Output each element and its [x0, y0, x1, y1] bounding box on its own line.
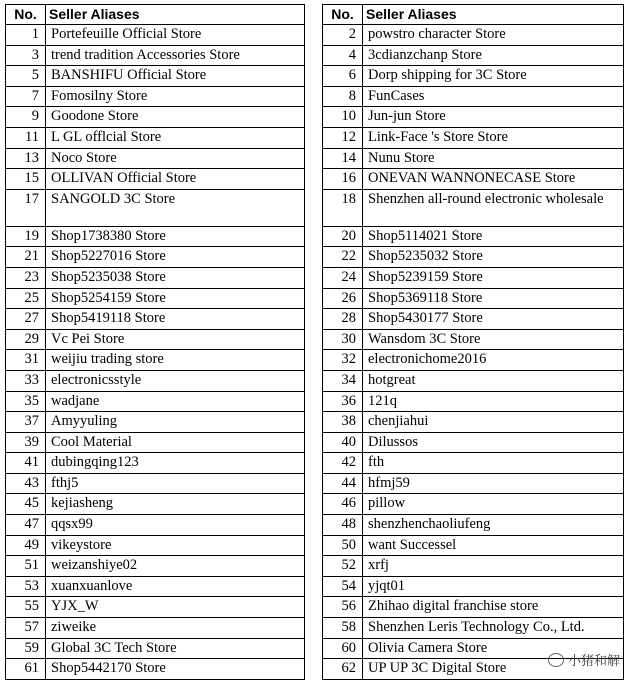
- table-row: [6, 535, 305, 556]
- table-row: [6, 189, 305, 226]
- seller-alias: hotgreat: [363, 370, 624, 391]
- table-row: [323, 350, 624, 371]
- table-row: [323, 189, 624, 226]
- seller-alias: xuanxuanlove: [46, 576, 305, 597]
- row-number: 14: [323, 148, 363, 169]
- seller-alias: Shop1738380 Store: [46, 226, 305, 247]
- seller-alias: Portefeuille Official Store: [46, 25, 305, 46]
- seller-alias: Global 3C Tech Store: [46, 638, 305, 659]
- row-number: 44: [323, 473, 363, 494]
- row-number: 16: [323, 169, 363, 190]
- row-number: 33: [6, 370, 46, 391]
- seller-alias: Jun-jun Store: [363, 107, 624, 128]
- seller-alias: Shop5369118 Store: [363, 288, 624, 309]
- seller-alias: electronichome2016: [363, 350, 624, 371]
- table-row: [323, 267, 624, 288]
- row-number: 56: [323, 597, 363, 618]
- row-number: 6: [323, 66, 363, 87]
- table-row: [6, 309, 305, 330]
- table-row: [6, 288, 305, 309]
- row-number: 51: [6, 556, 46, 577]
- seller-alias: UP UP 3C Digital Store: [363, 659, 624, 680]
- row-number: 23: [6, 267, 46, 288]
- row-number: 54: [323, 576, 363, 597]
- row-number: 9: [6, 107, 46, 128]
- row-number: 24: [323, 267, 363, 288]
- row-number: 38: [323, 412, 363, 433]
- row-number: 2: [323, 25, 363, 46]
- table-row: [6, 329, 305, 350]
- seller-table-right: [322, 4, 624, 680]
- header-row: [323, 5, 624, 25]
- table-row: [323, 494, 624, 515]
- row-number: 19: [6, 226, 46, 247]
- row-number: 46: [323, 494, 363, 515]
- row-number: 62: [323, 659, 363, 680]
- seller-alias: Shop5419118 Store: [46, 309, 305, 330]
- row-number: 26: [323, 288, 363, 309]
- row-number: 30: [323, 329, 363, 350]
- row-number: 47: [6, 515, 46, 536]
- row-number: 10: [323, 107, 363, 128]
- table-row: [6, 169, 305, 190]
- row-number: 11: [6, 127, 46, 148]
- row-number: 28: [323, 309, 363, 330]
- row-number: 25: [6, 288, 46, 309]
- row-number: 8: [323, 86, 363, 107]
- table-row: [323, 391, 624, 412]
- table-row: [323, 66, 624, 87]
- row-number: 21: [6, 247, 46, 268]
- seller-table-left: [5, 4, 305, 680]
- table-row: [323, 576, 624, 597]
- seller-alias: wadjane: [46, 391, 305, 412]
- seller-alias: kejiasheng: [46, 494, 305, 515]
- seller-alias: BANSHIFU Official Store: [46, 66, 305, 87]
- seller-alias: Wansdom 3C Store: [363, 329, 624, 350]
- seller-alias: Zhihao digital franchise store: [363, 597, 624, 618]
- row-number: 61: [6, 659, 46, 680]
- table-row: [6, 618, 305, 639]
- seller-alias: Shop5442170 Store: [46, 659, 305, 680]
- seller-alias: weizanshiye02: [46, 556, 305, 577]
- table-row: [6, 659, 305, 680]
- watermark: [548, 650, 620, 669]
- seller-alias: chenjiahui: [363, 412, 624, 433]
- row-number: 35: [6, 391, 46, 412]
- table-row: [6, 267, 305, 288]
- seller-alias: yjqt01: [363, 576, 624, 597]
- table-row: [6, 597, 305, 618]
- seller-alias: YJX_W: [46, 597, 305, 618]
- table-row: [323, 515, 624, 536]
- seller-alias: Shenzhen all-round electronic wholesale: [363, 189, 624, 226]
- header-no: No.: [6, 5, 46, 25]
- seller-alias: 3cdianzchanp Store: [363, 45, 624, 66]
- row-number: 22: [323, 247, 363, 268]
- table-row: [323, 148, 624, 169]
- table-row: [323, 370, 624, 391]
- seller-alias: Vc Pei Store: [46, 329, 305, 350]
- seller-alias: Link-Face 's Store Store: [363, 127, 624, 148]
- row-number: 3: [6, 45, 46, 66]
- table-row: [6, 453, 305, 474]
- seller-alias: Cool Material: [46, 432, 305, 453]
- table-row: [323, 473, 624, 494]
- seller-alias: Shop5227016 Store: [46, 247, 305, 268]
- table-row: [6, 515, 305, 536]
- seller-alias: want Successel: [363, 535, 624, 556]
- seller-alias: vikeystore: [46, 535, 305, 556]
- row-number: 4: [323, 45, 363, 66]
- seller-alias: Olivia Camera Store: [363, 638, 624, 659]
- row-number: 43: [6, 473, 46, 494]
- seller-alias: ONEVAN WANNONECASE Store: [363, 169, 624, 190]
- watermark-text: 小猪和解: [567, 654, 620, 669]
- seller-alias: qqsx99: [46, 515, 305, 536]
- row-number: 32: [323, 350, 363, 371]
- header-seller-aliases: Seller Aliases: [46, 5, 305, 25]
- seller-alias: Shop5239159 Store: [363, 267, 624, 288]
- seller-alias: SANGOLD 3C Store: [46, 189, 305, 226]
- seller-alias: Noco Store: [46, 148, 305, 169]
- seller-alias: L GL offlcial Store: [46, 127, 305, 148]
- table-row: [6, 391, 305, 412]
- table-row: [6, 45, 305, 66]
- seller-alias: fth: [363, 453, 624, 474]
- table-row: [323, 618, 624, 639]
- row-number: 17: [6, 189, 46, 226]
- row-number: 12: [323, 127, 363, 148]
- seller-alias: trend tradition Accessories Store: [46, 45, 305, 66]
- row-number: 29: [6, 329, 46, 350]
- header-no: No.: [323, 5, 363, 25]
- table-row: [323, 535, 624, 556]
- seller-alias: Shop5254159 Store: [46, 288, 305, 309]
- table-row: [6, 25, 305, 46]
- row-number: 52: [323, 556, 363, 577]
- seller-alias: Shop5114021 Store: [363, 226, 624, 247]
- row-number: 27: [6, 309, 46, 330]
- table-row: [323, 107, 624, 128]
- table-row: [6, 148, 305, 169]
- table-row: [6, 432, 305, 453]
- row-number: 40: [323, 432, 363, 453]
- table-row: [6, 473, 305, 494]
- row-number: 7: [6, 86, 46, 107]
- row-number: 15: [6, 169, 46, 190]
- row-number: 60: [323, 638, 363, 659]
- table-row: [323, 127, 624, 148]
- row-number: 48: [323, 515, 363, 536]
- seller-alias: pillow: [363, 494, 624, 515]
- row-number: 20: [323, 226, 363, 247]
- table-row: [323, 329, 624, 350]
- table-row: [6, 576, 305, 597]
- seller-alias: Goodone Store: [46, 107, 305, 128]
- row-number: 59: [6, 638, 46, 659]
- seller-alias: fthj5: [46, 473, 305, 494]
- row-number: 1: [6, 25, 46, 46]
- table-row: [323, 597, 624, 618]
- table-row: [323, 453, 624, 474]
- table-row: [6, 66, 305, 87]
- table-row: [6, 556, 305, 577]
- table-row: [6, 226, 305, 247]
- seller-alias: Nunu Store: [363, 148, 624, 169]
- row-number: 18: [323, 189, 363, 226]
- seller-alias: FunCases: [363, 86, 624, 107]
- seller-alias: Shop5235038 Store: [46, 267, 305, 288]
- chat-bubble-icon: [548, 653, 564, 667]
- table-row: [323, 412, 624, 433]
- seller-alias: weijiu trading store: [46, 350, 305, 371]
- table-row: [323, 309, 624, 330]
- seller-alias: 121q: [363, 391, 624, 412]
- seller-alias: Shop5430177 Store: [363, 309, 624, 330]
- table-row: [323, 226, 624, 247]
- table-row: [323, 169, 624, 190]
- table-row: [6, 412, 305, 433]
- table-row: [6, 494, 305, 515]
- seller-alias: powstro character Store: [363, 25, 624, 46]
- row-number: 13: [6, 148, 46, 169]
- table-row: [6, 350, 305, 371]
- row-number: 53: [6, 576, 46, 597]
- table-row: [323, 556, 624, 577]
- row-number: 42: [323, 453, 363, 474]
- seller-alias: hfmj59: [363, 473, 624, 494]
- seller-alias: shenzhenchaoliufeng: [363, 515, 624, 536]
- row-number: 58: [323, 618, 363, 639]
- row-number: 50: [323, 535, 363, 556]
- table-row: [323, 432, 624, 453]
- row-number: 37: [6, 412, 46, 433]
- table-row: [6, 247, 305, 268]
- row-number: 5: [6, 66, 46, 87]
- seller-alias: Shop5235032 Store: [363, 247, 624, 268]
- table-row: [6, 86, 305, 107]
- table-row: [6, 370, 305, 391]
- seller-alias: xrfj: [363, 556, 624, 577]
- table-row: [6, 107, 305, 128]
- seller-alias: Dilussos: [363, 432, 624, 453]
- seller-alias: ziweike: [46, 618, 305, 639]
- seller-alias: Shenzhen Leris Technology Co., Ltd.: [363, 618, 624, 639]
- seller-alias: Amyyuling: [46, 412, 305, 433]
- row-number: 34: [323, 370, 363, 391]
- seller-alias: OLLIVAN Official Store: [46, 169, 305, 190]
- table-row: [6, 127, 305, 148]
- row-number: 39: [6, 432, 46, 453]
- row-number: 55: [6, 597, 46, 618]
- table-row: [323, 45, 624, 66]
- row-number: 49: [6, 535, 46, 556]
- row-number: 41: [6, 453, 46, 474]
- row-number: 45: [6, 494, 46, 515]
- table-row: [323, 25, 624, 46]
- seller-alias: Dorp shipping for 3C Store: [363, 66, 624, 87]
- table-row: [6, 638, 305, 659]
- seller-alias: electronicsstyle: [46, 370, 305, 391]
- row-number: 31: [6, 350, 46, 371]
- seller-alias: Fomosilny Store: [46, 86, 305, 107]
- table-row: [323, 86, 624, 107]
- seller-alias: dubingqing123: [46, 453, 305, 474]
- header-row: [6, 5, 305, 25]
- row-number: 36: [323, 391, 363, 412]
- header-seller-aliases: Seller Aliases: [363, 5, 624, 25]
- row-number: 57: [6, 618, 46, 639]
- table-row: [323, 247, 624, 268]
- table-row: [323, 288, 624, 309]
